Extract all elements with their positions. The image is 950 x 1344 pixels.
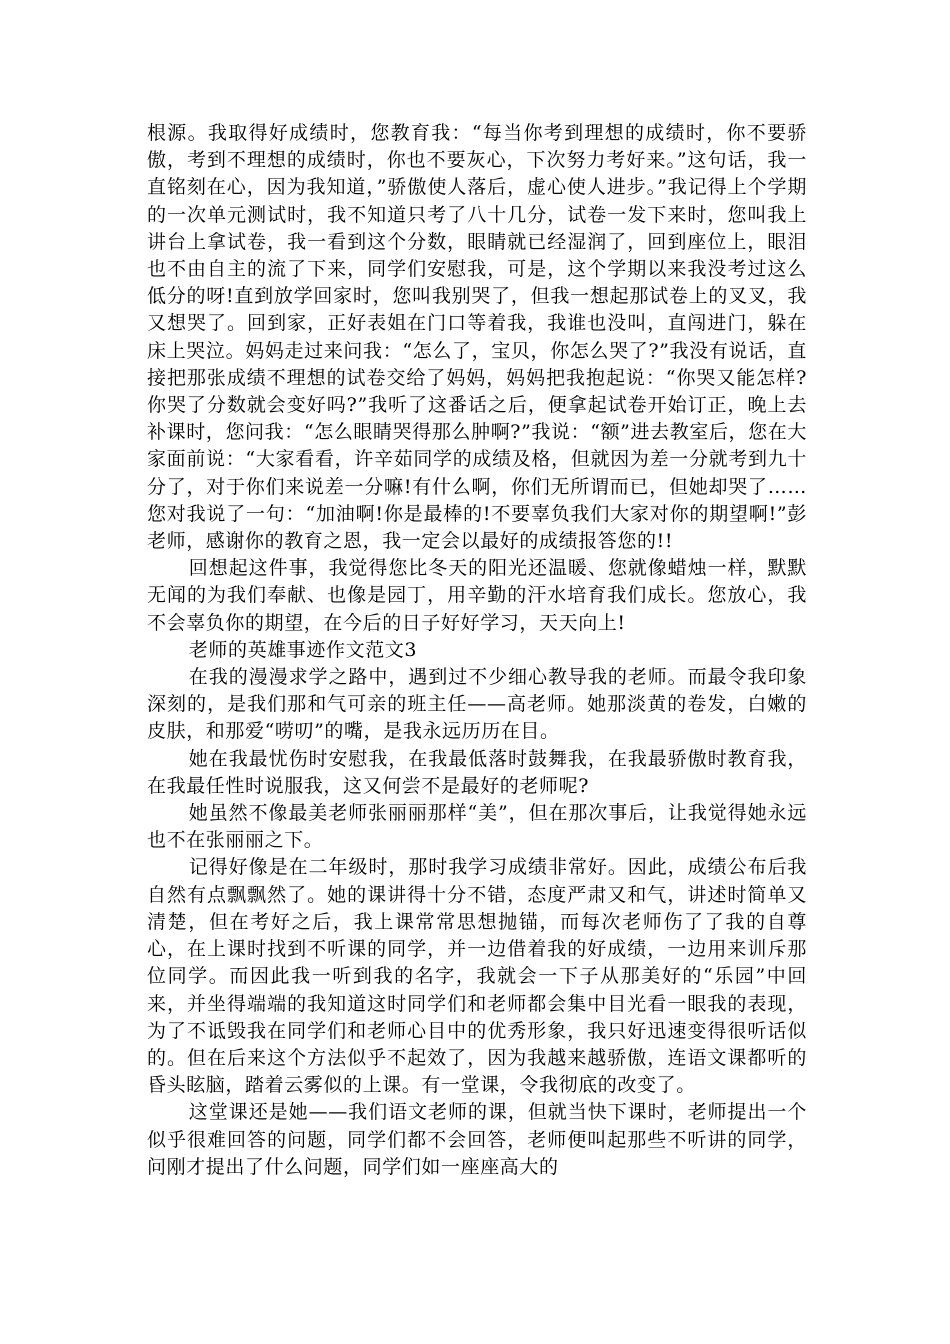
paragraph-2: 回想起这件事，我觉得您比冬天的阳光还温暖、您就像蜡烛一样，默默无闻的为我们奉献、也像是园丁，用辛勤的汗水培育我们成长。您放心，我不会辜负你的期望，在今后的日子好好学习，天天向上!	[147, 557, 807, 634]
paragraph-1: 根源。我取得好成绩时，您教育我：“每当你考到理想的成绩时，你不要骄傲，考到不理想的成绩时，你也不要灰心，下次努力考好来。”这句话，我一直铭刻在心，因为我知道，”骄傲使人落后，虚心使人进步。”我记得上个学期的一次单元测试时，我不知道只考了八十几分，试卷一发下来时，您叫我上讲台上拿试卷，我一看到这个分数，眼睛就已经湿润了，回到座位上，眼泪也不由自主的流了下来，同学们安慰我，可是，这个学期以来我没考过这么低分的呀!直到放学回家时，您叫我别哭了，但我一想起那试卷上的叉叉，我又想哭了。回到家，正好表姐在门口等着我，我谁也没叫，直闯进门，躲在床上哭泣。妈妈走过来问我：“怎么了，宝贝，你怎么哭了?”我没有说话，直接把那张成绩不理想的试卷交给了妈妈，妈妈把我抱起说：“你哭又能怎样?你哭了分数就会变好吗?”我听了这番话之后，便拿起试卷开始订正，晚上去补课时，您问我：“怎么眼睛哭得那么肿啊?”我说：“额”进去教室后，您在大家面前说：“大家看看，许辛茹同学的成绩及格，但就因为差一分就考到九十分了，对于你们来说差一分嘛!有什么啊，你们无所谓而已，但她却哭了……您对我说了一句：“加油啊!你是最棒的!不要辜负我们大家对你的期望啊!”彭老师，感谢你的教育之恩，我一定会以最好的成绩报答您的!!	[147, 122, 807, 553]
paragraph-4: 她在我最忧伤时安慰我，在我最低落时鼓舞我，在我最骄傲时教育我，在我最任性时说服我，这又何尝不是最好的老师呢?	[147, 747, 807, 797]
paragraph-6: 记得好像是在二年级时，那时我学习成绩非常好。因此，成绩公布后我自然有点飘飘然了。她的课讲得十分不错，态度严肃又和气，讲述时简单又清楚，但在考好之后，我上课常常思想抛锚，而每次老师伤了了我的自尊心，在上课时找到不听课的同学，并一边借着我的好成绩，一边用来训斥那位同学。而因此我一听到我的名字，我就会一下子从那美好的“乐园”中回来，并坐得端端的我知道这时同学们和老师都会集中目光看一眼我的表现，为了不诋毁我在同学们和老师心目中的优秀形象，我只好迅速变得很听话似的。但在后来这个方法似乎不起效了，因为我越来越骄傲，连语文课都听的昏头眩脑，踏着云雾似的上课。有一堂课，令我彻底的改变了。	[147, 856, 807, 1097]
document-page	[147, 120, 807, 1181]
paragraph-5: 她虽然不像最美老师张丽丽那样“美”，但在那次事后，让我觉得她永远也不在张丽丽之下。	[147, 802, 807, 852]
paragraph-7: 这堂课还是她——我们语文老师的课，但就当快下课时，老师提出一个似乎很难回答的问题，同学们都不会回答，老师便叫起那些不听讲的同学，问刚才提出了什么问题，同学们如一座座高大的	[147, 1101, 807, 1178]
section-heading: 老师的英雄事迹作文范文3	[188, 638, 418, 661]
paragraph-3: 在我的漫漫求学之路中，遇到过不少细心教导我的老师。而最令我印象深刻的，是我们那和气可亲的班主任——高老师。她那淡黄的卷发，白嫩的皮肤，和那爱“唠叨”的嘴，是我永远历历在目。	[147, 666, 807, 743]
